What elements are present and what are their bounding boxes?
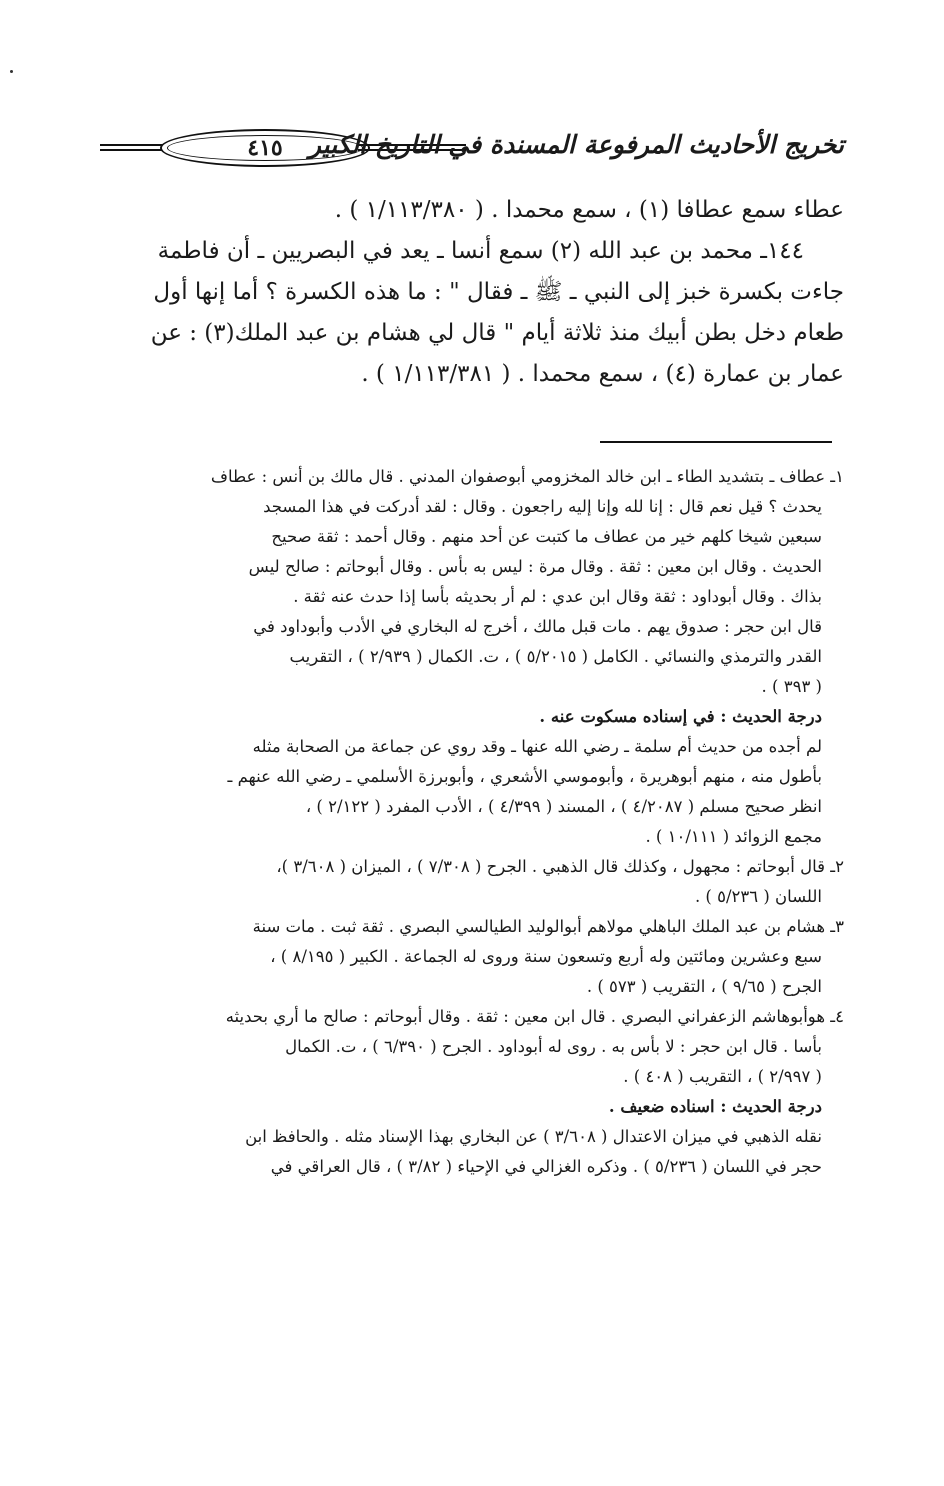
footnote-line: ٤ـ هوأبوهاشم الزعفراني البصري . قال ابن معين : ثقة . وقال أبوحاتم : صالح ما أري بحديثه <box>225 1007 844 1026</box>
page-number: ٤١٥ <box>247 135 283 161</box>
main-text <box>100 190 844 395</box>
footnote-line: قال ابن حجر : صدوق يهم . مات قبل مالك ، أخرج له البخاري في الأدب وأبوداود في <box>253 617 822 636</box>
footnote-line: اللسان ( ٥/٢٣٦ ) . <box>694 887 822 906</box>
footnote-line: يحدث ؟ قيل نعم قال : إنا لله وإنا إليه راجعون . وقال : لقد أدركت في هذا المسجد <box>263 497 822 516</box>
footnote-line: ٣ـ هشام بن عبد الملك الباهلي مولاهم أبوالوليد الطيالسي البصري . ثقة ثبت . مات سنة <box>252 917 844 936</box>
footnote-line: القدر والترمذي والنسائي . الكامل ( ٥/٢٠١٥ ) ، ت. الكمال ( ٢/٩٣٩ ) ، التقريب <box>289 647 822 666</box>
footnote-line: بأسا . قال ابن حجر : لا بأس به . روى له أبوداود . الجرح ( ٦/٣٩٠ ) ، ت. الكمال <box>285 1037 822 1056</box>
footnote-line: ٢ـ قال أبوحاتم : مجهول ، وكذلك قال الذهبي . الجرح ( ٧/٣٠٨ ) ، الميزان ( ٣/٦٠٨ )، <box>276 857 844 876</box>
footnote-line: سبع وعشرين ومائتين وله أربع وتسعون سنة وروى له الجماعة . الكبير ( ٨/١٩٥ ) ، <box>270 947 822 966</box>
footnote-line: ١ـ عطاف ـ بتشديد الطاء ـ ابن خالد المخزومي أبوصفوان المدني . قال مالك بن أنس : عطاف <box>210 467 844 486</box>
footnote-line: مجمع الزوائد ( ١٠/١١١ ) . <box>645 827 822 846</box>
footnote-line: حجر في اللسان ( ٥/٢٣٦ ) . وذكره الغزالي في الإحياء ( ٣/٨٢ ) ، قال العراقي في <box>270 1157 822 1176</box>
main-line: ١٤٤ـ محمد بن عبد الله (٢) سمع أنسا ـ يعد في البصريين ـ أن فاطمة <box>157 238 804 264</box>
footnote-line: سبعين شيخا كلهم خير من عطاف ما كتبت عن أحد منهم . وقال أحمد : ثقة صحيح <box>271 527 822 546</box>
footnote-line: نقله الذهبي في ميزان الاعتدال ( ٣/٦٠٨ ) عن البخاري بهذا الإسناد مثله . والحافظ ابن <box>245 1127 822 1146</box>
main-line: جاءت بكسرة خبز إلى النبي ـ ﷺ ـ فقال " : ما هذه الكسرة ؟ أما إنها أول <box>153 279 844 305</box>
main-line: عطاء سمع عطافا (١) ، سمع محمدا . ( ١/١١٣/٣٨٠ ) . <box>334 197 844 223</box>
footnote-line: لم أجده من حديث أم سلمة ـ رضي الله عنها ـ وقد روي عن جماعة من الصحابة مثله <box>252 737 822 756</box>
page-header <box>100 126 844 168</box>
running-title: تخريج الأحاديث المرفوعة المسندة في التاريخ الكبير <box>308 130 844 159</box>
footnote-line: بأطول منه ، منهم أبوهريرة ، وأبوموسي الأشعري ، وأبوبرزة الأسلمي ـ رضي الله عنهم ـ <box>227 767 822 786</box>
footnote-line: ( ٣٩٣ ) . <box>761 677 822 696</box>
hadith-grade-heading: درجة الحديث : اسناده ضعيف . <box>608 1097 822 1116</box>
stray-dot <box>10 70 13 73</box>
footnote-line: انظر صحيح مسلم ( ٤/٢٠٨٧ ) ، المسند ( ٤/٣٩٩ ) ، الأدب المفرد ( ٢/١٢٢ ) ، <box>305 797 822 816</box>
footnote-line: الحديث . وقال ابن معين : ثقة . وقال مرة : ليس به بأس . وقال أبوحاتم : صالح ليس <box>248 557 822 576</box>
footnote-line: الجرح ( ٩/٦٥ ) ، التقريب ( ٥٧٣ ) . <box>586 977 822 996</box>
footnote-line: ( ٢/٩٩٧ ) ، التقريب ( ٤٠٨ ) . <box>623 1067 822 1086</box>
footnote-line: بذاك . وقال أبوداود : ثقة وقال ابن عدي : لم أر بحديثه بأسا إذا حدث عنه ثقة . <box>293 587 822 606</box>
footnotes <box>100 462 844 1182</box>
footnote-separator <box>600 441 832 443</box>
hadith-grade-heading: درجة الحديث : في إسناده مسكوت عنه . <box>539 707 822 726</box>
main-line: عمار بن عمارة (٤) ، سمع محمدا . ( ١/١١٣/٣٨١ ) . <box>361 361 844 387</box>
main-line: طعام دخل بطن أبيك منذ ثلاثة أيام " قال لي هشام بن عبد الملك(٣) : عن <box>150 320 844 346</box>
